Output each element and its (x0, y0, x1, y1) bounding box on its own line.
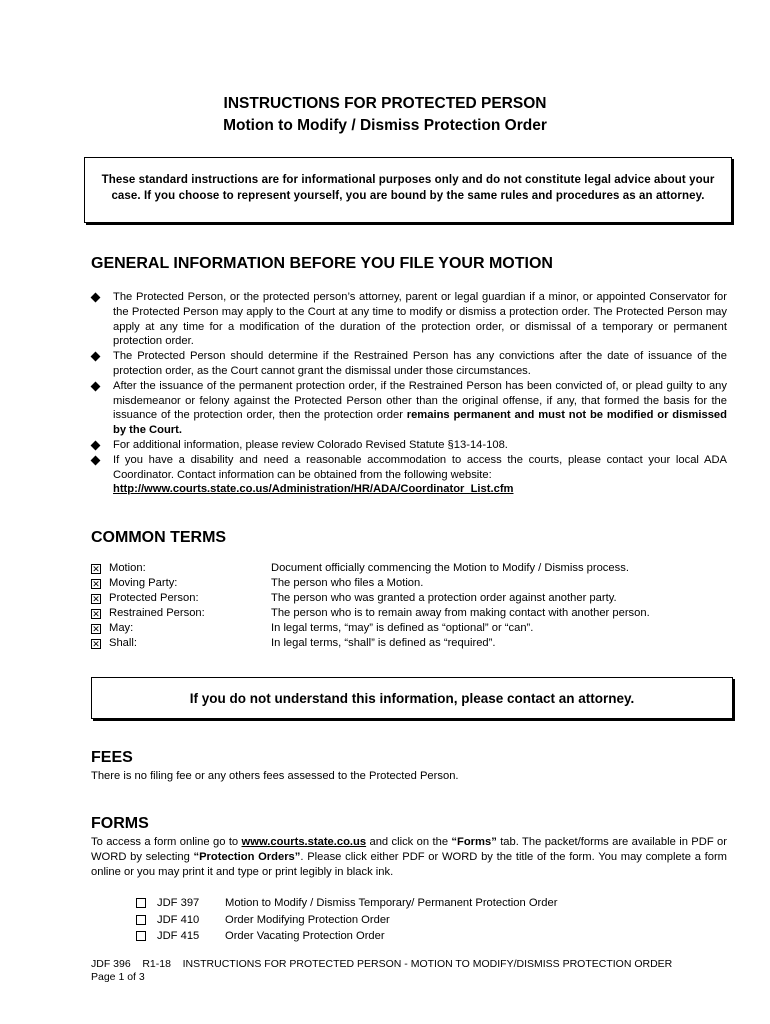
general-info-list (91, 290, 727, 497)
term-definition: Document officially commencing the Motion to Modify / Dismiss process. (271, 562, 629, 574)
fees-text: There is no filing fee or any others fees assessed to the Protected Person. (91, 770, 459, 782)
term-definition: The person who is to remain away from making contact with another person. (271, 607, 650, 619)
bullet-text: After the issuance of the permanent protection order, if the Restrained Person has been convicted of, or plead guilty to any misdemeanor or felony against the Protected Person other than the original offense, if any, that formed the basis for the issuance of the protection order, then the protection order (113, 379, 727, 422)
diamond-bullet-icon (91, 455, 101, 465)
footer-form-id: JDF 396 R1-18 INSTRUCTIONS FOR PROTECTED PERSON - MOTION TO MODIFY/DISMISS PROTECTION ORDER (91, 958, 673, 970)
bullet-text: For additional information, please review Colorado Revised Statute §13-14-108. (113, 438, 508, 451)
diamond-bullet-icon (91, 293, 101, 303)
term-definition: In legal terms, “may” is defined as “optional” or “can”. (271, 622, 534, 634)
form-row (136, 895, 557, 912)
checked-box-icon: ✕ (92, 638, 100, 649)
term-label: Shall: (109, 637, 137, 649)
forms-list (136, 895, 557, 945)
forms-text-part: To access a form online go to (91, 836, 242, 848)
form-row (136, 928, 557, 945)
list-item (91, 453, 727, 497)
checked-box-icon: ✕ (92, 608, 100, 619)
attorney-notice-box: If you do not understand this information, please contact an attorney. (91, 677, 733, 719)
term-label: May: (109, 622, 134, 634)
protection-orders-label: “Protection Orders” (193, 851, 301, 863)
footer-page-number: Page 1 of 3 (91, 971, 145, 983)
term-definition: In legal terms, “shall” is defined as “required”. (271, 637, 496, 649)
form-code: JDF 415 (157, 930, 200, 942)
page-subtitle: Motion to Modify / Dismiss Protection Order (223, 117, 547, 134)
term-row (91, 561, 731, 576)
form-title: Order Modifying Protection Order (225, 913, 390, 926)
term-label: Motion: (109, 562, 146, 574)
courts-website-link[interactable]: www.courts.state.co.us (241, 836, 367, 848)
page-title: INSTRUCTIONS FOR PROTECTED PERSON (223, 95, 547, 112)
bullet-text: The Protected Person, or the protected person’s attorney, parent or legal guardian if a minor, or appointed Conservator for the Protected Person may apply to the Court at any time to modify or dismiss a protection order. The Protected Person may apply at any time for a modification of the duration of the protection order, or dismissal of a temporary or permanent protection order. (113, 291, 727, 348)
common-terms-heading: COMMON TERMS (91, 529, 227, 546)
terms-list (91, 561, 731, 651)
checkbox[interactable] (136, 915, 146, 925)
bullet-text: The Protected Person should determine if the Restrained Person has any convictions after the date of issuance of the protection order, as the Court cannot grant the dismissal under those circumstances. (113, 350, 727, 377)
list-item (91, 438, 727, 453)
fees-heading: FEES (91, 749, 133, 766)
term-row (91, 606, 731, 621)
disclaimer-box: These standard instructions are for informational purposes only and do not constitute legal advice about your case. If you choose to represent yourself, you are bound by the same rules and procedures as an attorney. (84, 157, 732, 223)
term-row (91, 636, 731, 651)
ada-coordinator-link[interactable]: http://www.courts.state.co.us/Administration/HR/ADA/Coordinator_List.cfm (113, 483, 514, 496)
checked-box-icon: ✕ (92, 623, 100, 634)
term-row (91, 621, 731, 636)
diamond-bullet-icon (91, 441, 101, 451)
bullet-text: If you have a disability and need a reasonable accommodation to access the courts, please contact your local ADA Coordinator. Contact information can be obtained from the following website: (113, 453, 727, 481)
term-label: Moving Party: (109, 577, 178, 589)
checked-box-icon: ✕ (92, 593, 100, 604)
term-definition: The person who files a Motion. (271, 577, 424, 589)
checked-box-icon: ✕ (92, 578, 100, 589)
general-info-heading: GENERAL INFORMATION BEFORE YOU FILE YOUR MOTION (91, 255, 553, 272)
form-title: Order Vacating Protection Order (225, 930, 385, 942)
diamond-bullet-icon (91, 381, 101, 391)
term-row (91, 576, 731, 591)
form-code: JDF 397 (157, 897, 200, 909)
page-footer (91, 958, 672, 984)
term-definition: The person who was granted a protection order against another party. (271, 592, 617, 604)
checkbox[interactable] (136, 898, 146, 908)
form-title: Motion to Modify / Dismiss Temporary/ Permanent Protection Order (225, 897, 558, 909)
bullet-emphasis: remains permanent and must not be modified or dismissed by the Court. (113, 409, 727, 437)
forms-tab-label: “Forms” (451, 836, 497, 848)
forms-text-part: tab. The packet/forms are available in PDF or WORD by selecting (91, 836, 727, 863)
term-row (91, 591, 731, 606)
forms-heading: FORMS (91, 815, 149, 832)
checked-box-icon: ✕ (92, 563, 100, 574)
form-code: JDF 410 (157, 913, 200, 926)
term-label: Restrained Person: (109, 607, 205, 619)
forms-text-part: . Please click either PDF or WORD by the title of the form. You may complete a form online or you may print it and type or print legibly in black ink. (91, 851, 727, 878)
list-item (91, 290, 727, 349)
list-item (91, 349, 727, 379)
forms-text (91, 835, 727, 880)
form-row (136, 912, 557, 929)
list-item (91, 379, 727, 438)
checkbox[interactable] (136, 931, 146, 941)
diamond-bullet-icon (91, 352, 101, 362)
forms-text-part: and click on the (366, 836, 452, 848)
term-label: Protected Person: (109, 592, 199, 604)
